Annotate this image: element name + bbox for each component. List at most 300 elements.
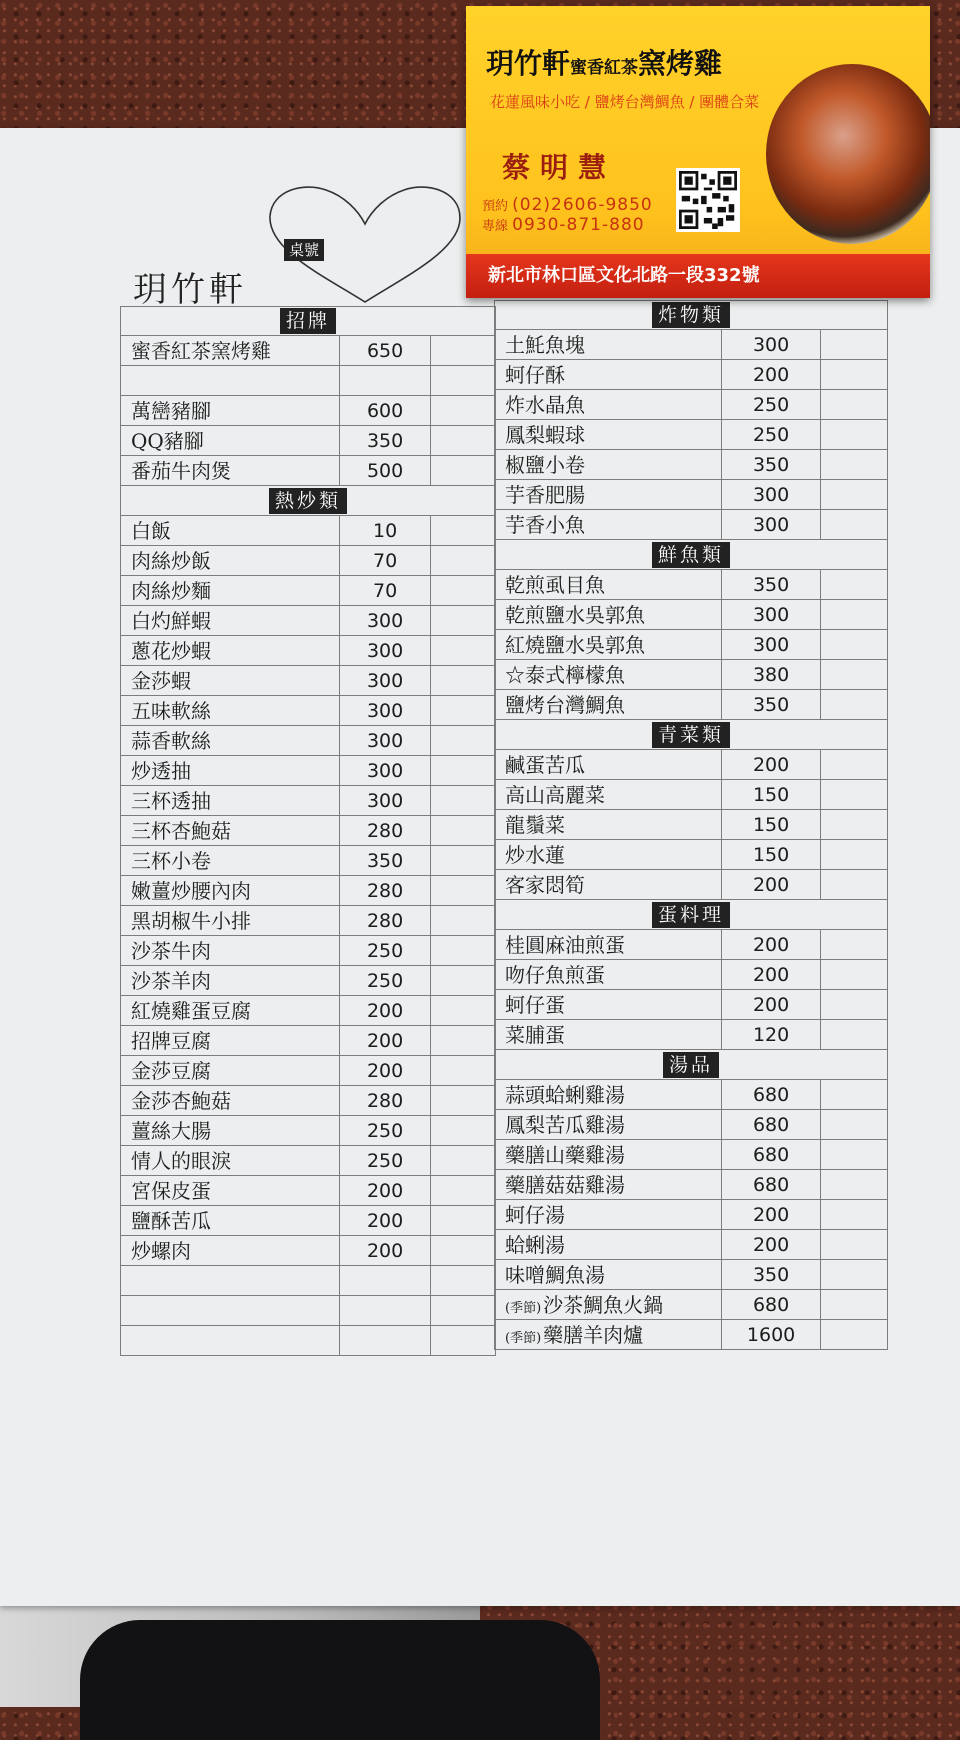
- menu-item-name: 沙茶鯛魚火鍋: [543, 1293, 664, 1317]
- menu-item-name-cell: [495, 660, 722, 689]
- menu-item-name: 芋香小魚: [505, 513, 585, 537]
- menu-item-name-cell: [121, 1086, 340, 1115]
- phone-label: 預約: [482, 199, 509, 214]
- menu-item-name-cell: [121, 666, 340, 695]
- menu-item-name-cell: [121, 606, 340, 635]
- quantity-cell: [431, 1056, 495, 1085]
- menu-item-price: 200: [722, 1200, 821, 1229]
- menu-item-row: [120, 426, 496, 456]
- menu-item-price: 380: [722, 660, 821, 689]
- seasonal-note: (季節): [505, 1331, 542, 1346]
- quantity-cell: [821, 1140, 887, 1169]
- menu-item-name-cell: [121, 1056, 340, 1085]
- quantity-cell: [821, 1260, 887, 1289]
- menu-item-price: [340, 1296, 432, 1325]
- quantity-cell: [821, 480, 887, 509]
- quantity-cell: [821, 660, 887, 689]
- menu-item-row: [120, 786, 496, 816]
- section-header: [494, 720, 888, 750]
- quantity-cell: [821, 1020, 887, 1049]
- menu-item-row: [120, 906, 496, 936]
- menu-item-row: [120, 966, 496, 996]
- menu-item-name-cell: [121, 396, 340, 425]
- menu-item-price: 680: [722, 1110, 821, 1139]
- quantity-cell: [821, 1320, 887, 1349]
- menu-item-row: [120, 756, 496, 786]
- menu-item-price: 150: [722, 780, 821, 809]
- menu-item-price: 1600: [722, 1320, 821, 1349]
- menu-item-row: [120, 576, 496, 606]
- menu-item-row: [120, 366, 496, 396]
- menu-item-price: 200: [340, 1206, 432, 1235]
- menu-item-row: [494, 360, 888, 390]
- menu-item-price: 250: [340, 936, 432, 965]
- menu-item-row: [120, 876, 496, 906]
- quantity-cell: [431, 1086, 495, 1115]
- quantity-cell: [431, 666, 495, 695]
- menu-item-name-cell: [121, 1296, 340, 1325]
- menu-item-name-cell: [495, 450, 722, 479]
- menu-item-row: [120, 456, 496, 486]
- menu-item-price: 350: [340, 846, 432, 875]
- menu-item-price: 150: [722, 810, 821, 839]
- menu-item-price: 350: [722, 690, 821, 719]
- menu-item-name: 白灼鮮蝦: [131, 609, 211, 633]
- table-number-label: 桌號: [284, 239, 324, 261]
- quantity-cell: [821, 1290, 887, 1319]
- menu-item-name-cell: [495, 480, 722, 509]
- menu-item-row: [494, 510, 888, 540]
- menu-item-row: [494, 870, 888, 900]
- menu-item-name: 土魠魚塊: [505, 333, 585, 357]
- menu-item-price: 200: [722, 1230, 821, 1259]
- menu-item-row: [494, 690, 888, 720]
- menu-item-name-cell: [495, 1020, 722, 1049]
- menu-item-name: 蔥花炒蝦: [131, 639, 211, 663]
- menu-item-price: 300: [722, 510, 821, 539]
- quantity-cell: [431, 1176, 495, 1205]
- quantity-cell: [431, 1146, 495, 1175]
- menu-item-name: 蚵仔酥: [505, 363, 565, 387]
- menu-item-name: 金莎豆腐: [131, 1059, 211, 1083]
- menu-item-row: [120, 726, 496, 756]
- menu-item-name-cell: [121, 696, 340, 725]
- menu-item-row: [120, 1326, 496, 1356]
- quantity-cell: [431, 426, 495, 455]
- menu-item-row: [120, 1086, 496, 1116]
- menu-item-name-cell: [495, 810, 722, 839]
- menu-item-row: [494, 600, 888, 630]
- menu-item-price: 200: [722, 990, 821, 1019]
- menu-item-name-cell: [495, 990, 722, 1019]
- quantity-cell: [821, 450, 887, 479]
- menu-item-price: 10: [340, 516, 432, 545]
- menu-item-price: 250: [340, 1146, 432, 1175]
- menu-item-name: 味噌鯛魚湯: [505, 1263, 605, 1287]
- menu-item-name: 情人的眼淚: [131, 1149, 231, 1173]
- menu-item-name-cell: [495, 510, 722, 539]
- menu-item-name: 炒螺肉: [131, 1239, 191, 1263]
- menu-item-name-cell: [121, 636, 340, 665]
- menu-item-name: 紅燒鹽水吳郭魚: [505, 633, 645, 657]
- quantity-cell: [821, 930, 887, 959]
- menu-item-row: [494, 1080, 888, 1110]
- section-title: 招牌: [280, 308, 336, 334]
- quantity-cell: [821, 780, 887, 809]
- menu-item-name: 蛤蜊湯: [505, 1233, 565, 1257]
- menu-item-name-cell: [495, 930, 722, 959]
- quantity-cell: [431, 966, 495, 995]
- menu-item-price: 280: [340, 816, 432, 845]
- menu-item-price: 680: [722, 1290, 821, 1319]
- menu-item-row: [494, 750, 888, 780]
- menu-item-name: 金莎杏鮑菇: [131, 1089, 231, 1113]
- menu-item-row: [120, 1206, 496, 1236]
- card-title-end: 窯烤雞: [638, 47, 723, 80]
- menu-item-name-cell: [121, 1206, 340, 1235]
- menu-item-name: 薑絲大腸: [131, 1119, 211, 1143]
- menu-item-name-cell: [121, 576, 340, 605]
- menu-item-row: [120, 1236, 496, 1266]
- menu-item-price: 300: [340, 606, 432, 635]
- menu-item-row: [120, 336, 496, 366]
- menu-item-name: 藥膳山藥雞湯: [505, 1143, 625, 1167]
- section-title: 鮮魚類: [652, 542, 730, 568]
- menu-item-price: 70: [340, 546, 432, 575]
- section-title: 湯品: [663, 1052, 719, 1078]
- shop-title: 玥竹軒: [133, 270, 247, 310]
- quantity-cell: [431, 726, 495, 755]
- menu-item-name-cell: [495, 690, 722, 719]
- quantity-cell: [431, 846, 495, 875]
- quantity-cell: [431, 1116, 495, 1145]
- menu-item-row: [494, 570, 888, 600]
- menu-item-row: [120, 396, 496, 426]
- menu-item-row: [120, 1026, 496, 1056]
- menu-item-name: 藥膳羊肉爐: [543, 1323, 644, 1347]
- menu-item-price: 200: [340, 1056, 432, 1085]
- quantity-cell: [821, 810, 887, 839]
- menu-item-row: [120, 546, 496, 576]
- menu-item-name: 高山高麗菜: [505, 783, 605, 807]
- menu-item-row: [120, 1296, 496, 1326]
- menu-item-price: 300: [340, 786, 432, 815]
- quantity-cell: [431, 516, 495, 545]
- quantity-cell: [821, 390, 887, 419]
- quantity-cell: [821, 1170, 887, 1199]
- menu-item-row: [120, 1116, 496, 1146]
- menu-item-row: [494, 1170, 888, 1200]
- menu-item-name-cell: [121, 786, 340, 815]
- quantity-cell: [821, 510, 887, 539]
- menu-item-price: 350: [722, 1260, 821, 1289]
- quantity-cell: [821, 330, 887, 359]
- menu-item-price: 280: [340, 906, 432, 935]
- section-title: 蛋料理: [652, 902, 730, 928]
- menu-item-name-cell: [495, 360, 722, 389]
- menu-item-name: 黑胡椒牛小排: [131, 909, 251, 933]
- menu-item-row: [494, 1020, 888, 1050]
- menu-item-price: 250: [340, 966, 432, 995]
- card-title: [486, 42, 722, 82]
- menu-item-row: [494, 660, 888, 690]
- menu-item-row: [494, 420, 888, 450]
- menu-item-name: 桂圓麻油煎蛋: [505, 933, 625, 957]
- section-header: [494, 540, 888, 570]
- menu-item-name: 椒鹽小卷: [505, 453, 585, 477]
- quantity-cell: [431, 906, 495, 935]
- seasonal-note: (季節): [505, 1301, 542, 1316]
- menu-item-name: 鳳梨苦瓜雞湯: [505, 1113, 625, 1137]
- menu-item-name-cell: [121, 456, 340, 485]
- menu-item-price: 200: [340, 1176, 432, 1205]
- menu-item-name-cell: [121, 546, 340, 575]
- menu-item-name: 三杯透抽: [131, 789, 211, 813]
- menu-item-price: 200: [722, 960, 821, 989]
- menu-item-name-cell: [495, 1230, 722, 1259]
- menu-item-row: [494, 1260, 888, 1290]
- menu-item-name-cell: [495, 750, 722, 779]
- menu-item-price: [340, 1266, 432, 1295]
- quantity-cell: [821, 600, 887, 629]
- menu-item-row: [120, 606, 496, 636]
- menu-item-name-cell: [495, 630, 722, 659]
- menu-item-name: 蒜香軟絲: [131, 729, 211, 753]
- quantity-cell: [821, 1110, 887, 1139]
- menu-left-column: [120, 306, 496, 1356]
- menu-item-price: 120: [722, 1020, 821, 1049]
- menu-item-row: [120, 816, 496, 846]
- section-header: [494, 900, 888, 930]
- menu-item-name-cell: [121, 936, 340, 965]
- menu-item-name: 客家悶筍: [505, 873, 585, 897]
- menu-item-row: [494, 480, 888, 510]
- menu-item-price: 300: [340, 666, 432, 695]
- menu-item-name-cell: [121, 756, 340, 785]
- menu-item-row: [120, 666, 496, 696]
- quantity-cell: [821, 1080, 887, 1109]
- menu-item-row: [120, 996, 496, 1026]
- menu-item-name: 芋香肥腸: [505, 483, 585, 507]
- menu-item-row: [494, 630, 888, 660]
- menu-item-name-cell: [121, 366, 340, 395]
- qr-code-icon: [676, 168, 740, 232]
- menu-item-row: [494, 390, 888, 420]
- menu-item-row: [120, 696, 496, 726]
- menu-item-name: 宮保皮蛋: [131, 1179, 211, 1203]
- menu-item-name-cell: [495, 600, 722, 629]
- quantity-cell: [821, 870, 887, 899]
- card-address: 新北市林口區文化北路一段332號: [488, 265, 760, 286]
- menu-item-name-cell: [121, 1146, 340, 1175]
- menu-item-name: 蚵仔蛋: [505, 993, 565, 1017]
- business-card: [466, 6, 930, 298]
- menu-item-name: 三杯杏鮑菇: [131, 819, 231, 843]
- menu-item-name: 蜜香紅茶窯烤雞: [131, 339, 271, 363]
- quantity-cell: [431, 876, 495, 905]
- menu-item-name: 肉絲炒麵: [131, 579, 211, 603]
- quantity-cell: [431, 1236, 495, 1265]
- menu-item-row: [494, 1110, 888, 1140]
- menu-item-name: 炒水蓮: [505, 843, 565, 867]
- menu-item-name-cell: [121, 516, 340, 545]
- section-title: 熱炒類: [269, 488, 347, 514]
- menu-item-name-cell: [495, 840, 722, 869]
- quantity-cell: [431, 1206, 495, 1235]
- menu-item-price: 70: [340, 576, 432, 605]
- menu-item-price: [340, 1326, 432, 1355]
- menu-item-name-cell: [121, 1236, 340, 1265]
- menu-item-name-cell: [121, 1026, 340, 1055]
- menu-item-name-cell: [495, 420, 722, 449]
- menu-item-name: 番茄牛肉煲: [131, 459, 231, 483]
- menu-item-row: [494, 840, 888, 870]
- quantity-cell: [431, 786, 495, 815]
- quantity-cell: [431, 1266, 495, 1295]
- menu-item-row: [494, 1290, 888, 1320]
- menu-item-row: [494, 1140, 888, 1170]
- menu-item-name: 鹹蛋苦瓜: [505, 753, 585, 777]
- menu-item-price: 300: [340, 636, 432, 665]
- menu-item-row: [120, 1056, 496, 1086]
- menu-item-name-cell: [495, 1290, 722, 1319]
- menu-item-name-cell: [495, 1140, 722, 1169]
- menu-item-price: 680: [722, 1080, 821, 1109]
- menu-item-name: 三杯小卷: [131, 849, 211, 873]
- menu-item-price: 250: [340, 1116, 432, 1145]
- menu-item-name: 鹽烤台灣鯛魚: [505, 693, 625, 717]
- menu-item-price: 300: [722, 630, 821, 659]
- menu-item-row: [494, 810, 888, 840]
- quantity-cell: [431, 576, 495, 605]
- menu-item-name: 沙茶羊肉: [131, 969, 211, 993]
- quantity-cell: [821, 360, 887, 389]
- menu-item-name-cell: [121, 1266, 340, 1295]
- quantity-cell: [431, 996, 495, 1025]
- quantity-cell: [821, 960, 887, 989]
- menu-item-price: 150: [722, 840, 821, 869]
- section-title: 炸物類: [652, 302, 730, 328]
- menu-item-name-cell: [121, 876, 340, 905]
- card-title-main: 玥竹軒: [486, 47, 571, 80]
- section-title: 青菜類: [652, 722, 730, 748]
- section-header: [494, 1050, 888, 1080]
- mobile-number: 0930-871-880: [512, 215, 645, 235]
- menu-item-name: 金莎蝦: [131, 669, 191, 693]
- menu-item-name: 嫩薑炒腰內肉: [131, 879, 251, 903]
- menu-item-row: [120, 1266, 496, 1296]
- quantity-cell: [431, 696, 495, 725]
- menu-item-row: [494, 330, 888, 360]
- menu-item-name-cell: [121, 726, 340, 755]
- menu-item-price: 650: [340, 336, 432, 365]
- menu-item-name: 肉絲炒飯: [131, 549, 211, 573]
- menu-item-name-cell: [495, 1170, 722, 1199]
- menu-item-row: [120, 846, 496, 876]
- menu-item-name: 菜脯蛋: [505, 1023, 565, 1047]
- menu-item-name-cell: [121, 906, 340, 935]
- menu-item-name-cell: [121, 996, 340, 1025]
- menu-item-row: [494, 1230, 888, 1260]
- menu-item-name: 炸水晶魚: [505, 393, 585, 417]
- menu-item-name: ☆泰式檸檬魚: [505, 663, 625, 687]
- menu-item-price: 250: [722, 420, 821, 449]
- section-header: [494, 300, 888, 330]
- menu-item-row: [120, 636, 496, 666]
- quantity-cell: [431, 396, 495, 425]
- menu-item-row: [120, 1176, 496, 1206]
- quantity-cell: [821, 630, 887, 659]
- menu-item-name-cell: [121, 816, 340, 845]
- quantity-cell: [431, 1326, 495, 1355]
- menu-item-name: 蒜頭蛤蜊雞湯: [505, 1083, 625, 1107]
- quantity-cell: [431, 1296, 495, 1325]
- menu-item-row: [494, 450, 888, 480]
- phone-number: (02)2606-9850: [512, 195, 653, 215]
- roast-chicken-photo: [766, 64, 930, 244]
- menu-item-name: 蚵仔湯: [505, 1203, 565, 1227]
- menu-item-name-cell: [121, 426, 340, 455]
- menu-item-name-cell: [495, 870, 722, 899]
- menu-item-name-cell: [121, 1326, 340, 1355]
- menu-item-name-cell: [495, 330, 722, 359]
- menu-item-price: 300: [340, 696, 432, 725]
- menu-item-name: 藥膳菇菇雞湯: [505, 1173, 625, 1197]
- menu-right-column: [494, 300, 888, 1350]
- menu-item-name: 白飯: [131, 519, 171, 543]
- menu-item-price: 300: [722, 480, 821, 509]
- menu-item-name: 萬巒豬腳: [131, 399, 211, 423]
- menu-item-row: [494, 1200, 888, 1230]
- menu-item-price: 350: [722, 570, 821, 599]
- menu-item-name: 炒透抽: [131, 759, 191, 783]
- menu-item-name-cell: [121, 966, 340, 995]
- menu-item-price: 200: [722, 750, 821, 779]
- quantity-cell: [431, 1026, 495, 1055]
- menu-item-name: 吻仔魚煎蛋: [505, 963, 605, 987]
- quantity-cell: [821, 750, 887, 779]
- menu-item-price: 500: [340, 456, 432, 485]
- menu-item-name: 紅燒雞蛋豆腐: [131, 999, 251, 1023]
- menu-item-price: 300: [722, 600, 821, 629]
- menu-item-price: [340, 366, 432, 395]
- shoe: [80, 1620, 600, 1740]
- menu-item-row: [494, 960, 888, 990]
- section-header: [120, 486, 496, 516]
- quantity-cell: [821, 1200, 887, 1229]
- menu-item-row: [120, 516, 496, 546]
- quantity-cell: [821, 990, 887, 1019]
- menu-item-name-cell: [495, 390, 722, 419]
- quantity-cell: [431, 456, 495, 485]
- menu-item-name: 五味軟絲: [131, 699, 211, 723]
- menu-item-price: 200: [722, 870, 821, 899]
- menu-item-price: 680: [722, 1140, 821, 1169]
- menu-item-row: [494, 930, 888, 960]
- quantity-cell: [431, 546, 495, 575]
- menu-item-name: 招牌豆腐: [131, 1029, 211, 1053]
- quantity-cell: [431, 336, 495, 365]
- card-title-small: 蜜香紅茶: [570, 58, 639, 78]
- menu-item-price: 300: [340, 756, 432, 785]
- menu-item-name: 龍鬚菜: [505, 813, 565, 837]
- section-header: [120, 306, 496, 336]
- menu-item-name-cell: [121, 846, 340, 875]
- menu-item-price: 200: [340, 1026, 432, 1055]
- quantity-cell: [431, 366, 495, 395]
- menu-item-name-cell: [495, 570, 722, 599]
- card-subtitle: 花蓮風味小吃 / 鹽烤台灣鯛魚 / 團體合菜: [490, 93, 760, 111]
